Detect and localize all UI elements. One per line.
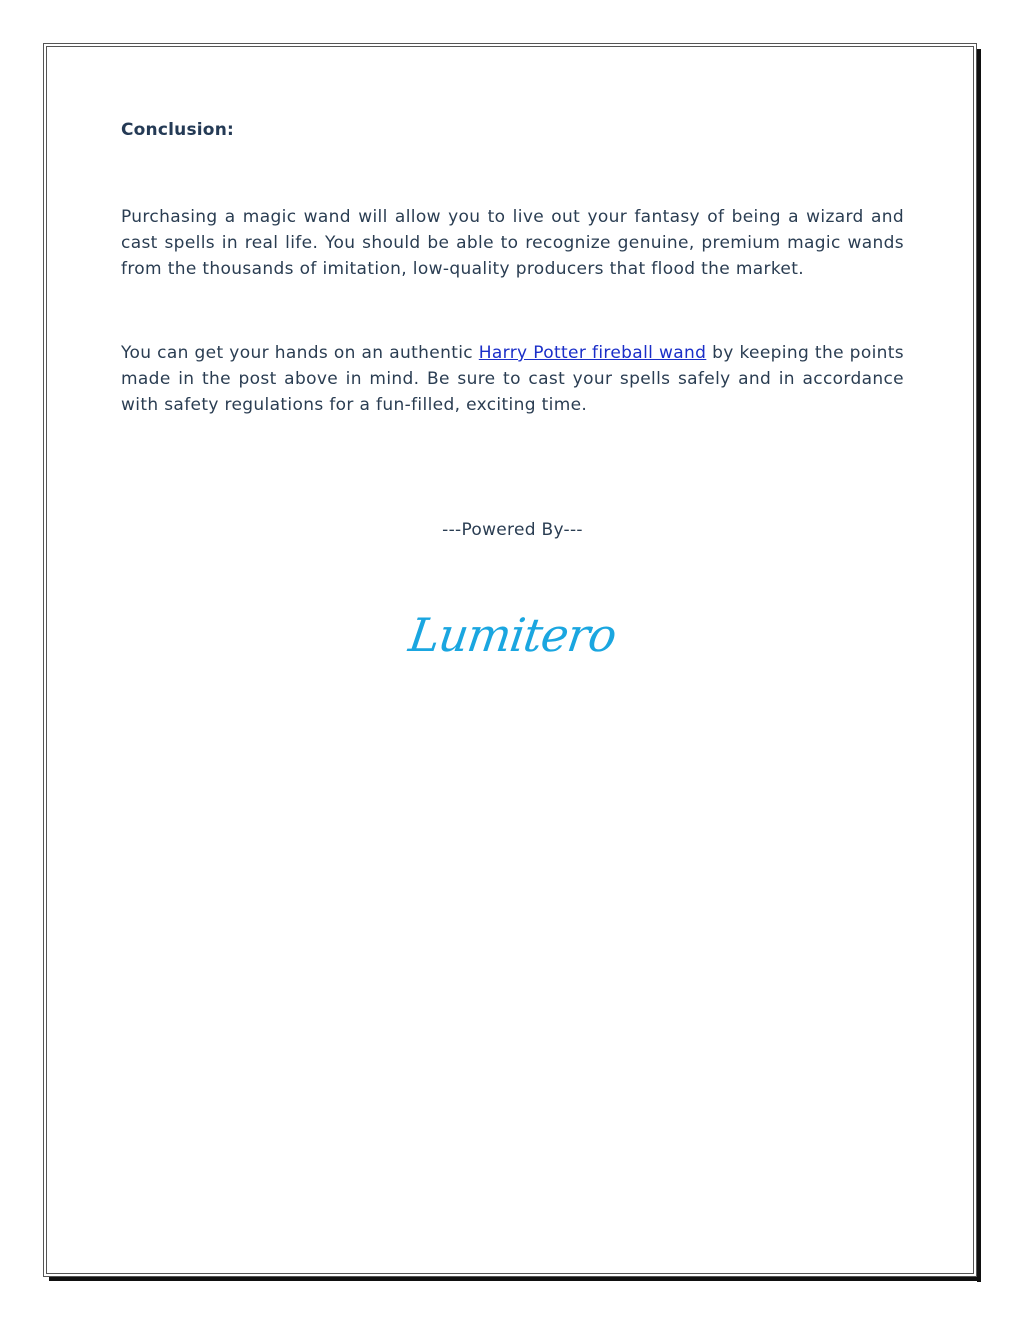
brand-logo: Lumitero — [405, 608, 620, 662]
section-heading: Conclusion: — [121, 120, 234, 140]
powered-by-label: ---Powered By--- — [442, 520, 583, 540]
harry-potter-wand-link[interactable]: Harry Potter fireball wand — [478, 343, 707, 363]
paragraph-2-rest: by keeping the points made in the post above in mind. Be sure to cast your spells safely and in accordance with safety regulations for a fun-filled, exciting time. — [121, 343, 904, 415]
page-border-shadow-bottom — [49, 1277, 981, 1281]
paragraph-1: Purchasing a magic wand will allow you to live out your fantasy of being a wizard and cast spells in real life. You should be able to recognize genuine, premium magic wands from the thousands of imitation, low-quality producers that flood the market. — [121, 207, 904, 279]
page-border-shadow-right — [977, 49, 981, 1282]
paragraph-2 — [121, 340, 904, 418]
paragraph-2-intro: You can get your hands on an authentic — [121, 343, 479, 363]
